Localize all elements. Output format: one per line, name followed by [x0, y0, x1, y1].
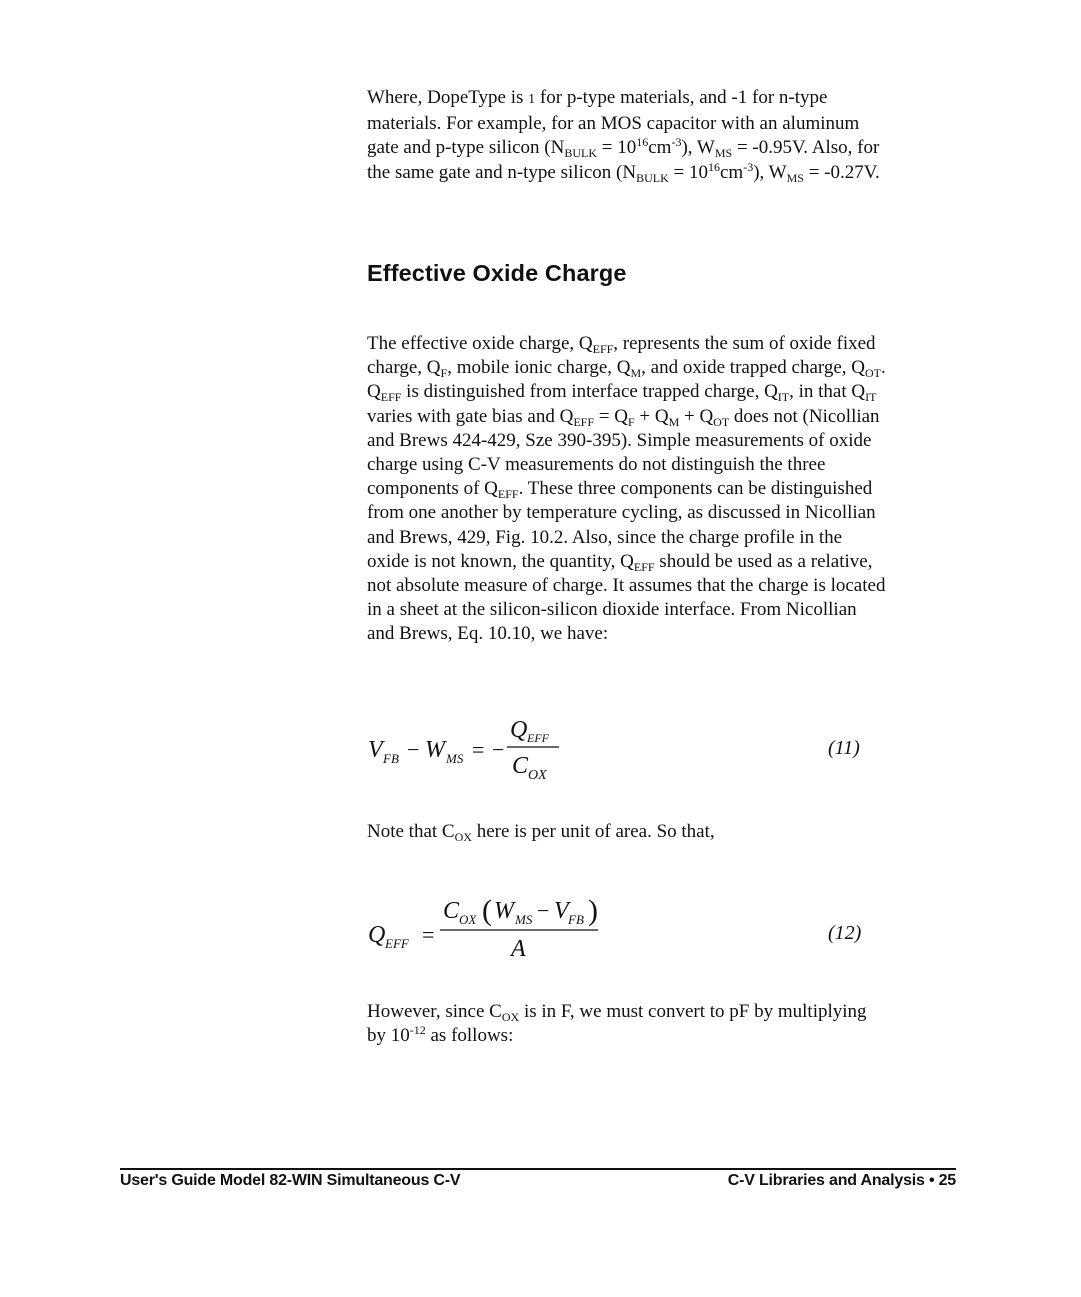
eq11-minus: −	[407, 737, 420, 762]
equation-12-number: (12)	[828, 922, 862, 944]
eq11-w: W	[425, 737, 445, 763]
section-heading: Effective Oxide Charge	[367, 260, 627, 286]
footer-left: User's Guide Model 82-WIN Simultaneous C-V	[120, 1172, 461, 1189]
equation-11	[360, 705, 580, 795]
eq11-c: C	[512, 753, 529, 779]
however-paragraph: However, since $C_{OX}$ is in F, we must convert to pF by multiplying by $10^{-12}$ as follows:	[367, 1001, 867, 1047]
eq11-ox-sub: OX	[528, 768, 547, 783]
eq12-c: C	[443, 898, 460, 924]
eq12-equals: =	[422, 922, 435, 947]
eq12-w: W	[494, 898, 514, 924]
eq12-right-paren: )	[588, 894, 598, 927]
eq12-q: Q	[368, 922, 386, 948]
eq12-ms-sub: MS	[515, 912, 533, 927]
eq12-eff-sub: EFF	[385, 936, 409, 951]
intro-paragraph: Where, DopeType is 1 for p-type materials, and -1 for n-type materials. For example, for an MOS capacitor with an aluminum gate and p-type silicon $(N_{BULK} = 10^{16}cm^{-3})$, $W_{MS} = -0.95V$. Also, for the same gate and n-type silicon $(N_{BULK} = 10^{16}cm^{-3})$, $W_{MS} = -0.27V$.	[367, 87, 880, 185]
equation-12	[360, 880, 620, 970]
footer-rule	[120, 1168, 956, 1170]
note-paragraph: Note that $C_{OX}$ here is per unit of area. So that,	[367, 821, 715, 844]
eq12-minus: −	[537, 898, 550, 923]
eq11-ms-sub: MS	[446, 751, 464, 766]
eq11-equals: =	[472, 737, 485, 762]
eq11-eff-sub: EFF	[527, 731, 549, 745]
equation-11-number: (11)	[828, 737, 860, 759]
body-paragraph: The effective oxide charge, $Q_{EFF}$, represents the sum of oxide fixed charge, $Q_F$, mobile ionic charge, $Q_M$, and oxide trapped charge, $Q_{OT}$. $Q_{EFF}$ is distinguished from interface trapped charge, $Q_{IT}$, in that $Q_{IT}$ varies with gate bias and $Q_{EFF} = Q_F + Q_M + Q_{OT}$ does not (Nicollian and Brews 424-429, Sze 390-395). Simple measurements of oxide charge using C-V measurements do not distinguish the three components of $Q_{EFF}$. These three components can be distinguished from one another by temperature cycling, as discussed in Nicollian and Brews, 429, Fig. 10.2. Also, since the charge profile in the oxide is not known, the quantity, $Q_{EFF}$ should be used as a relative, not absolute measure of charge. It assumes that the charge is located in a sheet at the silicon-silicon dioxide interface. From Nicollian and Brews, Eq. 10.10, we have:	[367, 333, 886, 645]
eq12-ox-sub: OX	[459, 912, 477, 927]
footer-right: C-V Libraries and Analysis • 25	[727, 1172, 956, 1189]
eq12-v: V	[554, 898, 569, 924]
eq11-fb-sub: FB	[383, 751, 399, 766]
eq12-left-paren: (	[482, 894, 492, 927]
eq11-q: Q	[510, 717, 528, 743]
eq12-a: A	[511, 936, 526, 962]
eq11-v: V	[368, 737, 383, 763]
eq12-fb-sub: FB	[568, 912, 584, 927]
eq11-neg: −	[492, 737, 505, 762]
